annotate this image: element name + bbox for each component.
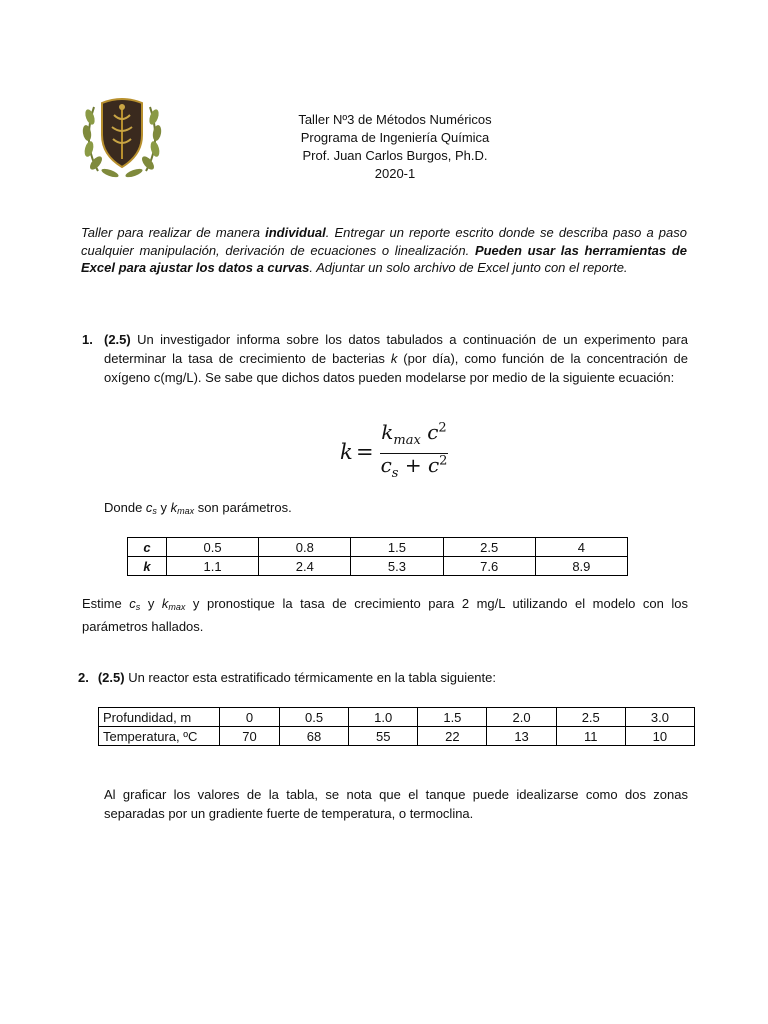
table-cell: 10 — [625, 727, 694, 746]
table-cell: 22 — [418, 727, 487, 746]
formula-den-exp: 2 — [439, 453, 448, 469]
formula-den-sub: s — [391, 466, 399, 481]
estime-max: max — [168, 602, 186, 612]
table-cell: 1.1 — [167, 557, 259, 576]
question-2-text: Un reactor esta estratificado térmicamente en la tabla siguiente: — [124, 670, 496, 685]
document-header — [280, 111, 510, 183]
concentration-growth-table — [127, 537, 628, 576]
table-cell: 0.5 — [279, 708, 348, 727]
formula-equals: = — [356, 440, 374, 464]
formula-den-c: c — [380, 453, 392, 477]
thermocline-note: Al graficar los valores de la tabla, se nota que el tanque puede idealizarse como dos zonas separadas por un gradiente fuerte de temperatura, o termoclina. — [104, 787, 688, 821]
formula-num-k: k — [381, 420, 394, 444]
estime-s: s — [135, 602, 141, 612]
formula-denominator — [380, 453, 448, 481]
table-row — [99, 708, 695, 727]
header-term: 2020-1 — [374, 166, 416, 181]
donde-y: y — [156, 500, 171, 515]
estime-text-a: Estime — [82, 596, 130, 611]
question-1-k: k — [390, 351, 398, 366]
table-row — [128, 538, 628, 557]
table-cell: 68 — [279, 727, 348, 746]
donde-s: s — [152, 506, 157, 516]
formula-numerator — [380, 420, 448, 448]
table-cell: 2.4 — [259, 557, 351, 576]
table-cell: 1.5 — [351, 538, 443, 557]
shield-icon — [102, 99, 142, 167]
table-cell: 11 — [556, 727, 625, 746]
donde-max: max — [177, 506, 195, 516]
table-row-label: k — [128, 557, 167, 576]
table-cell: 70 — [220, 727, 280, 746]
table-row — [128, 557, 628, 576]
table-cell: 2.5 — [556, 708, 625, 727]
donde-k: k — [170, 500, 178, 515]
table-cell: 2.0 — [487, 708, 556, 727]
header-title: Taller Nº3 de Métodos Numéricos — [298, 112, 492, 127]
question-1-number: 1. — [82, 332, 93, 347]
estimate-instruction — [82, 594, 688, 636]
table-cell: 5.3 — [351, 557, 443, 576]
table-row-label: Profundidad, m — [99, 708, 220, 727]
table-cell: 0.8 — [259, 538, 351, 557]
formula-num-c: c — [427, 420, 439, 444]
estime-k: k — [161, 596, 169, 611]
table-cell: 2.5 — [443, 538, 535, 557]
donde-text-b: son parámetros. — [194, 500, 292, 515]
question-2 — [78, 670, 496, 685]
table-row-label: c — [128, 538, 167, 557]
university-crest-logo — [80, 93, 164, 179]
estime-y: y — [140, 596, 162, 611]
table-cell: 1.0 — [349, 708, 418, 727]
table-cell: 1.5 — [418, 708, 487, 727]
table-cell: 7.6 — [443, 557, 535, 576]
question-1-text-a: Un investigador informa sobre los datos tabulados a continuación de un experimento para determinar la tasa de crecimiento de bacterias — [104, 332, 688, 366]
intro-text-1: Taller para realizar de manera — [81, 225, 266, 240]
question-2-number: 2. — [78, 670, 89, 685]
depth-temperature-table — [98, 707, 695, 746]
formula-num-exp: 2 — [438, 420, 447, 436]
table-cell: 13 — [487, 727, 556, 746]
table-row — [99, 727, 695, 746]
header-professor: Prof. Juan Carlos Burgos, Ph.D. — [302, 148, 488, 163]
donde-c: c — [145, 500, 153, 515]
question-1-text-b: (por día), como función de la concentración de oxígeno c(mg/L). Se sabe que dichos datos pueden modelarse por medio de la siguiente ecuación: — [104, 351, 688, 385]
formula-num-sub: max — [393, 433, 421, 448]
parameters-note — [104, 500, 292, 516]
donde-text-a: Donde — [104, 500, 146, 515]
intro-text-3: . Adjuntar un solo archivo de Excel junto con el reporte. — [309, 260, 628, 275]
table-cell: 4 — [535, 538, 627, 557]
table-row-label: Temperatura, ºC — [99, 727, 220, 746]
formula-den-plus: + — [404, 453, 422, 477]
intro-bold-1: individual — [265, 225, 326, 240]
table-cell: 0.5 — [167, 538, 259, 557]
growth-rate-formula — [340, 420, 460, 482]
question-1-points: (2.5) — [104, 332, 131, 347]
question-1 — [82, 330, 688, 387]
intro-text-2: . Entregar un reporte escrito donde se describa paso a paso cualquier manipulación, derivación de ecuaciones o linealización. — [81, 225, 687, 258]
table-cell: 55 — [349, 727, 418, 746]
estime-text-b: y pronostique la tasa de crecimiento para 2 mg/L utilizando el modelo con los parámetros hallados. — [82, 596, 688, 634]
table-cell: 8.9 — [535, 557, 627, 576]
table-cell: 3.0 — [625, 708, 694, 727]
header-program: Programa de Ingeniería Química — [300, 130, 490, 145]
formula-den-c2: c — [427, 453, 440, 477]
intro-bold-2: Pueden usar las herramientas de Excel para ajustar los datos a curvas — [81, 242, 687, 275]
intro-instructions — [81, 224, 687, 277]
table-cell: 0 — [220, 708, 280, 727]
formula-lhs: k — [340, 440, 353, 464]
question-2-points: (2.5) — [97, 670, 125, 685]
estime-c: c — [129, 596, 136, 611]
